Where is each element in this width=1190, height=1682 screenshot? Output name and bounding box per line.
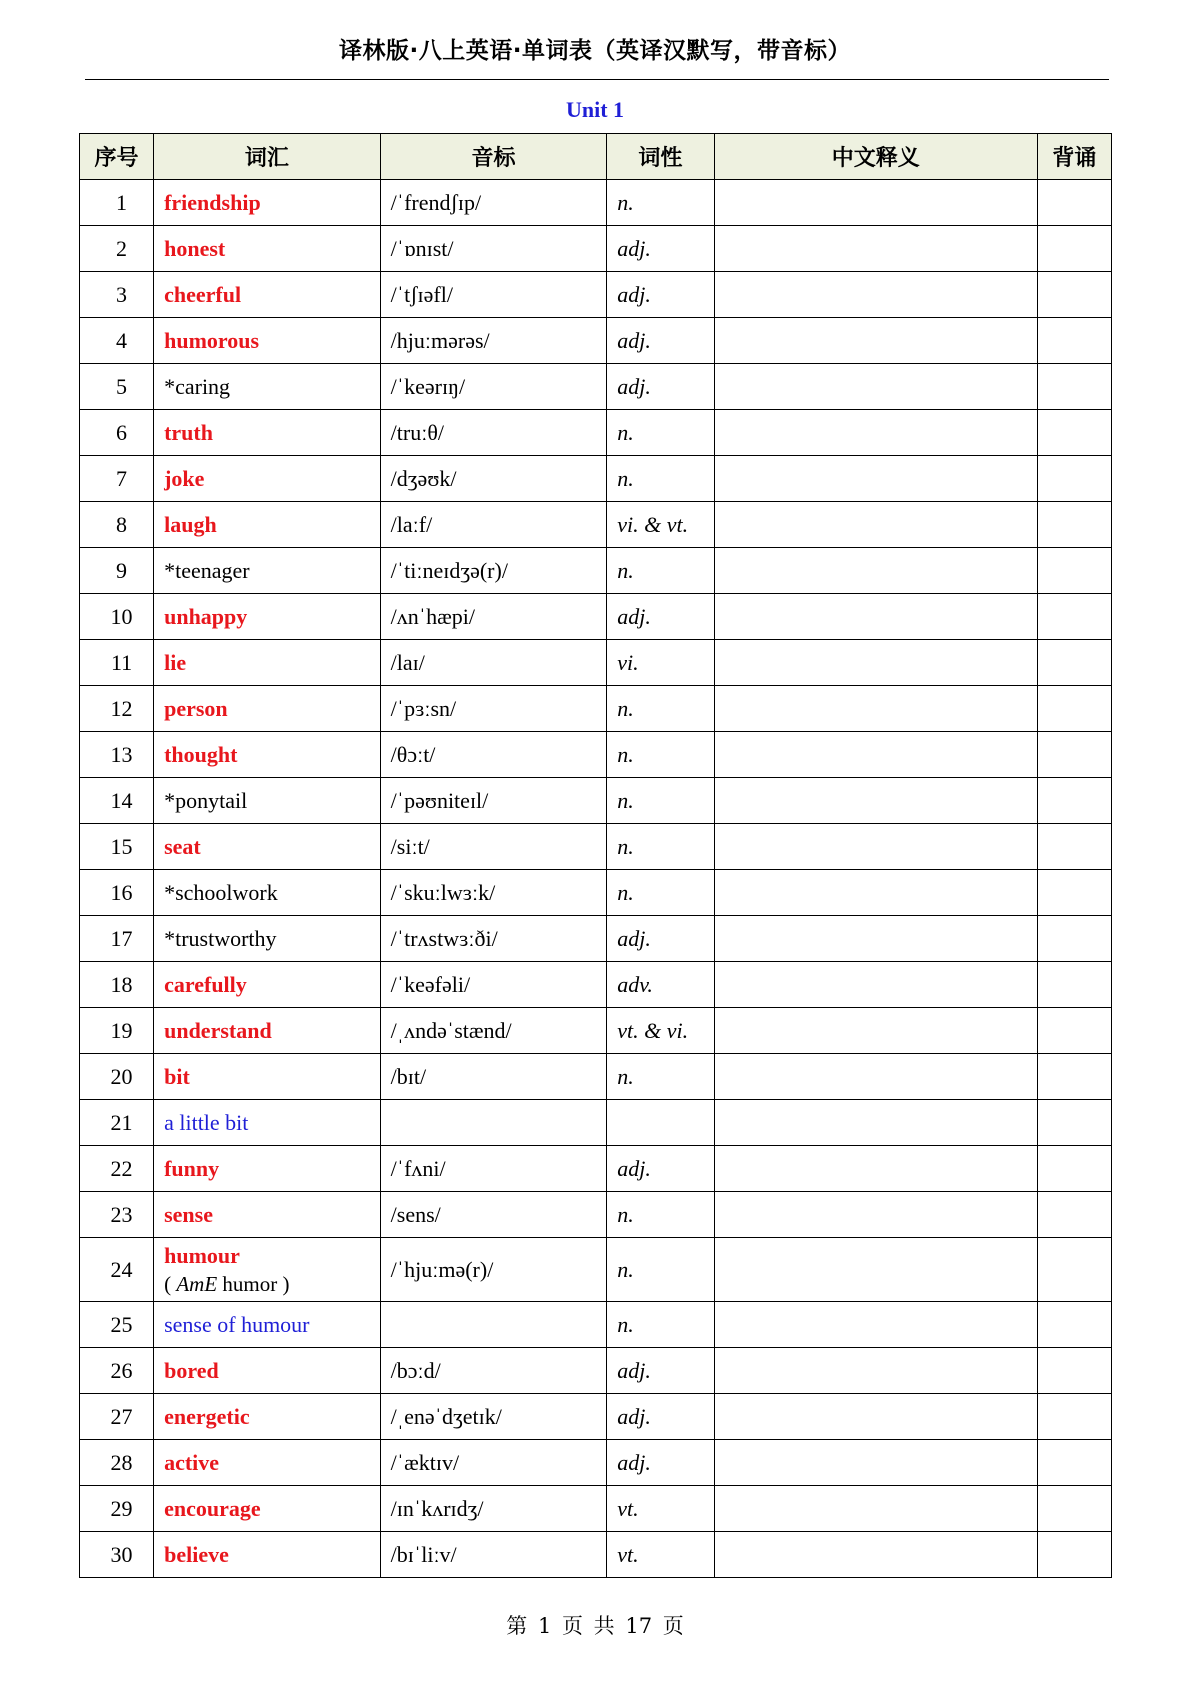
phonetic-transcription bbox=[380, 1100, 607, 1146]
table-row bbox=[80, 962, 1112, 1008]
row-number: 29 bbox=[80, 1486, 154, 1532]
row-number: 18 bbox=[80, 962, 154, 1008]
phonetic-transcription: /bɪˈliːv/ bbox=[380, 1532, 607, 1578]
chinese-meaning-blank[interactable] bbox=[714, 1348, 1037, 1394]
phonetic-transcription: /sens/ bbox=[380, 1192, 607, 1238]
part-of-speech: vi. bbox=[607, 640, 714, 686]
table-row bbox=[80, 1532, 1112, 1578]
chinese-meaning-blank[interactable] bbox=[714, 410, 1037, 456]
table-row bbox=[80, 870, 1112, 916]
recite-check-blank[interactable] bbox=[1037, 962, 1111, 1008]
part-of-speech: n. bbox=[607, 1054, 714, 1100]
row-number: 2 bbox=[80, 226, 154, 272]
part-of-speech: n. bbox=[607, 824, 714, 870]
recite-check-blank[interactable] bbox=[1037, 732, 1111, 778]
vocab-word: *teenager bbox=[154, 548, 381, 594]
chinese-meaning-blank[interactable] bbox=[714, 732, 1037, 778]
header-part-of-speech: 词性 bbox=[607, 134, 714, 180]
row-number: 22 bbox=[80, 1146, 154, 1192]
row-number: 20 bbox=[80, 1054, 154, 1100]
vocab-word: carefully bbox=[154, 962, 381, 1008]
phonetic-transcription: /ˈtrʌstwɜːði/ bbox=[380, 916, 607, 962]
part-of-speech: adj. bbox=[607, 364, 714, 410]
page-footer: 第 1 页 共 17 页 bbox=[506, 1614, 684, 1638]
header-word: 词汇 bbox=[154, 134, 381, 180]
part-of-speech: adj. bbox=[607, 272, 714, 318]
chinese-meaning-blank[interactable] bbox=[714, 916, 1037, 962]
vocab-word: person bbox=[154, 686, 381, 732]
table-row bbox=[80, 732, 1112, 778]
row-number: 16 bbox=[80, 870, 154, 916]
recite-check-blank[interactable] bbox=[1037, 1348, 1111, 1394]
row-number: 14 bbox=[80, 778, 154, 824]
vocab-word-text: humour bbox=[164, 1242, 240, 1268]
recite-check-blank[interactable] bbox=[1037, 410, 1111, 456]
part-of-speech: adv. bbox=[607, 962, 714, 1008]
phonetic-transcription: /ˈhjuːmə(r)/ bbox=[380, 1238, 607, 1302]
table-header-row bbox=[80, 134, 1112, 180]
row-number: 6 bbox=[80, 410, 154, 456]
row-number: 8 bbox=[80, 502, 154, 548]
chinese-meaning-blank[interactable] bbox=[714, 962, 1037, 1008]
chinese-meaning-blank[interactable] bbox=[714, 1532, 1037, 1578]
recite-check-blank[interactable] bbox=[1037, 686, 1111, 732]
vocab-word: seat bbox=[154, 824, 381, 870]
header-chinese-meaning: 中文释义 bbox=[714, 134, 1037, 180]
row-number: 30 bbox=[80, 1532, 154, 1578]
vocab-word: honest bbox=[154, 226, 381, 272]
vocab-word: cheerful bbox=[154, 272, 381, 318]
phonetic-transcription: /bɪt/ bbox=[380, 1054, 607, 1100]
table-row bbox=[80, 824, 1112, 870]
vocab-word: *ponytail bbox=[154, 778, 381, 824]
phonetic-transcription: /ˈɒnɪst/ bbox=[380, 226, 607, 272]
vocab-word: humorous bbox=[154, 318, 381, 364]
part-of-speech: adj. bbox=[607, 1146, 714, 1192]
part-of-speech: adj. bbox=[607, 594, 714, 640]
table-row bbox=[80, 1238, 1112, 1302]
chinese-meaning-blank[interactable] bbox=[714, 778, 1037, 824]
chinese-meaning-blank[interactable] bbox=[714, 640, 1037, 686]
row-number: 19 bbox=[80, 1008, 154, 1054]
vocab-word: bored bbox=[154, 1348, 381, 1394]
vocab-word: unhappy bbox=[154, 594, 381, 640]
phonetic-transcription: /hjuːmərəs/ bbox=[380, 318, 607, 364]
phonetic-transcription: /bɔːd/ bbox=[380, 1348, 607, 1394]
vocab-word: bit bbox=[154, 1054, 381, 1100]
american-spelling-open: ( bbox=[164, 1271, 177, 1296]
table-row bbox=[80, 1146, 1112, 1192]
recite-check-blank[interactable] bbox=[1037, 548, 1111, 594]
row-number: 12 bbox=[80, 686, 154, 732]
recite-check-blank[interactable] bbox=[1037, 1486, 1111, 1532]
part-of-speech: adj. bbox=[607, 916, 714, 962]
row-number: 3 bbox=[80, 272, 154, 318]
row-number: 17 bbox=[80, 916, 154, 962]
table-row bbox=[80, 502, 1112, 548]
part-of-speech: n. bbox=[607, 456, 714, 502]
recite-check-blank[interactable] bbox=[1037, 870, 1111, 916]
american-spelling-tag: AmE bbox=[176, 1271, 218, 1296]
row-number: 4 bbox=[80, 318, 154, 364]
table-row bbox=[80, 226, 1112, 272]
recite-check-blank[interactable] bbox=[1037, 180, 1111, 226]
vocab-word: laugh bbox=[154, 502, 381, 548]
part-of-speech: adj. bbox=[607, 1348, 714, 1394]
table-row bbox=[80, 916, 1112, 962]
row-number: 25 bbox=[80, 1302, 154, 1348]
table-row bbox=[80, 686, 1112, 732]
chinese-meaning-blank[interactable] bbox=[714, 1440, 1037, 1486]
recite-check-blank[interactable] bbox=[1037, 318, 1111, 364]
vocab-word: truth bbox=[154, 410, 381, 456]
table-row bbox=[80, 456, 1112, 502]
phonetic-transcription: /ˈpɜːsn/ bbox=[380, 686, 607, 732]
recite-check-blank[interactable] bbox=[1037, 1146, 1111, 1192]
part-of-speech: vt. bbox=[607, 1486, 714, 1532]
phonetic-transcription: /ˌenəˈdʒetɪk/ bbox=[380, 1394, 607, 1440]
chinese-meaning-blank[interactable] bbox=[714, 1238, 1037, 1302]
table-row bbox=[80, 778, 1112, 824]
recite-check-blank[interactable] bbox=[1037, 1532, 1111, 1578]
chinese-meaning-blank[interactable] bbox=[714, 1008, 1037, 1054]
table-row bbox=[80, 410, 1112, 456]
phonetic-transcription: /ˌʌndəˈstænd/ bbox=[380, 1008, 607, 1054]
vocab-word: funny bbox=[154, 1146, 381, 1192]
phonetic-transcription: /ˈfʌni/ bbox=[380, 1146, 607, 1192]
part-of-speech: adj. bbox=[607, 1394, 714, 1440]
table-row bbox=[80, 1302, 1112, 1348]
chinese-meaning-blank[interactable] bbox=[714, 272, 1037, 318]
phonetic-transcription: /θɔːt/ bbox=[380, 732, 607, 778]
row-number: 5 bbox=[80, 364, 154, 410]
row-number: 24 bbox=[80, 1238, 154, 1302]
header-divider bbox=[85, 79, 1109, 80]
phonetic-transcription bbox=[380, 1302, 607, 1348]
vocab-word: lie bbox=[154, 640, 381, 686]
row-number: 28 bbox=[80, 1440, 154, 1486]
phonetic-transcription: /laːf/ bbox=[380, 502, 607, 548]
row-number: 27 bbox=[80, 1394, 154, 1440]
phonetic-transcription: /truːθ/ bbox=[380, 410, 607, 456]
part-of-speech: n. bbox=[607, 548, 714, 594]
page-title: 译林版·八上英语·单词表（英译汉默写，带音标） bbox=[339, 38, 851, 64]
chinese-meaning-blank[interactable] bbox=[714, 226, 1037, 272]
table-row bbox=[80, 1008, 1112, 1054]
row-number: 9 bbox=[80, 548, 154, 594]
vocabulary-table bbox=[79, 133, 1112, 1578]
chinese-meaning-blank[interactable] bbox=[714, 1146, 1037, 1192]
row-number: 21 bbox=[80, 1100, 154, 1146]
row-number: 7 bbox=[80, 456, 154, 502]
phonetic-transcription: /laɪ/ bbox=[380, 640, 607, 686]
vocab-word: friendship bbox=[154, 180, 381, 226]
unit-heading: Unit 1 bbox=[565, 97, 625, 122]
row-number: 26 bbox=[80, 1348, 154, 1394]
chinese-meaning-blank[interactable] bbox=[714, 1302, 1037, 1348]
part-of-speech: n. bbox=[607, 1302, 714, 1348]
phonetic-transcription: /ˈkeəfəli/ bbox=[380, 962, 607, 1008]
part-of-speech: n. bbox=[607, 410, 714, 456]
vocab-word: sense of humour bbox=[154, 1302, 381, 1348]
part-of-speech: n. bbox=[607, 1238, 714, 1302]
phonetic-transcription: /dʒəʊk/ bbox=[380, 456, 607, 502]
recite-check-blank[interactable] bbox=[1037, 1440, 1111, 1486]
part-of-speech: n. bbox=[607, 870, 714, 916]
part-of-speech: vt. bbox=[607, 1532, 714, 1578]
recite-check-blank[interactable] bbox=[1037, 1008, 1111, 1054]
phonetic-transcription: /ˈkeərɪŋ/ bbox=[380, 364, 607, 410]
table-row bbox=[80, 272, 1112, 318]
table-body bbox=[80, 180, 1112, 1578]
row-number: 13 bbox=[80, 732, 154, 778]
recite-check-blank[interactable] bbox=[1037, 456, 1111, 502]
vocab-word: believe bbox=[154, 1532, 381, 1578]
phonetic-transcription: /ɪnˈkʌrɪdʒ/ bbox=[380, 1486, 607, 1532]
part-of-speech: adj. bbox=[607, 1440, 714, 1486]
row-number: 1 bbox=[80, 180, 154, 226]
recite-check-blank[interactable] bbox=[1037, 1192, 1111, 1238]
table-row bbox=[80, 364, 1112, 410]
row-number: 11 bbox=[80, 640, 154, 686]
recite-check-blank[interactable] bbox=[1037, 364, 1111, 410]
part-of-speech: adj. bbox=[607, 226, 714, 272]
part-of-speech: adj. bbox=[607, 318, 714, 364]
row-number: 23 bbox=[80, 1192, 154, 1238]
table-row bbox=[80, 318, 1112, 364]
part-of-speech bbox=[607, 1100, 714, 1146]
table-row bbox=[80, 594, 1112, 640]
recite-check-blank[interactable] bbox=[1037, 272, 1111, 318]
chinese-meaning-blank[interactable] bbox=[714, 1192, 1037, 1238]
american-spelling bbox=[164, 1270, 380, 1298]
table-row bbox=[80, 1100, 1112, 1146]
table-row bbox=[80, 1192, 1112, 1238]
chinese-meaning-blank[interactable] bbox=[714, 1394, 1037, 1440]
recite-check-blank[interactable] bbox=[1037, 226, 1111, 272]
phonetic-transcription: /ˈtiːneɪdʒə(r)/ bbox=[380, 548, 607, 594]
phonetic-transcription: /ʌnˈhæpi/ bbox=[380, 594, 607, 640]
vocab-word: a little bit bbox=[154, 1100, 381, 1146]
table-row bbox=[80, 1486, 1112, 1532]
vocab-word: *caring bbox=[154, 364, 381, 410]
chinese-meaning-blank[interactable] bbox=[714, 318, 1037, 364]
recite-check-blank[interactable] bbox=[1037, 1302, 1111, 1348]
header-phonetic: 音标 bbox=[380, 134, 607, 180]
vocab-word: joke bbox=[154, 456, 381, 502]
part-of-speech: n. bbox=[607, 1192, 714, 1238]
vocab-word: energetic bbox=[154, 1394, 381, 1440]
table-row bbox=[80, 1054, 1112, 1100]
table-row bbox=[80, 1440, 1112, 1486]
chinese-meaning-blank[interactable] bbox=[714, 1054, 1037, 1100]
chinese-meaning-blank[interactable] bbox=[714, 502, 1037, 548]
recite-check-blank[interactable] bbox=[1037, 594, 1111, 640]
recite-check-blank[interactable] bbox=[1037, 502, 1111, 548]
phonetic-transcription: /ˈpəʊniteɪl/ bbox=[380, 778, 607, 824]
part-of-speech: vi. & vt. bbox=[607, 502, 714, 548]
recite-check-blank[interactable] bbox=[1037, 778, 1111, 824]
vocab-word: *schoolwork bbox=[154, 870, 381, 916]
vocab-word: encourage bbox=[154, 1486, 381, 1532]
row-number: 15 bbox=[80, 824, 154, 870]
row-number: 10 bbox=[80, 594, 154, 640]
vocab-word: thought bbox=[154, 732, 381, 778]
vocab-word: active bbox=[154, 1440, 381, 1486]
table-row bbox=[80, 1348, 1112, 1394]
recite-check-blank[interactable] bbox=[1037, 824, 1111, 870]
vocab-word bbox=[154, 1238, 381, 1302]
header-number: 序号 bbox=[80, 134, 154, 180]
table-row bbox=[80, 548, 1112, 594]
vocab-word: sense bbox=[154, 1192, 381, 1238]
chinese-meaning-blank[interactable] bbox=[714, 1486, 1037, 1532]
chinese-meaning-blank[interactable] bbox=[714, 870, 1037, 916]
recite-check-blank[interactable] bbox=[1037, 1100, 1111, 1146]
chinese-meaning-blank[interactable] bbox=[714, 1100, 1037, 1146]
part-of-speech: n. bbox=[607, 686, 714, 732]
phonetic-transcription: /ˈfrendʃɪp/ bbox=[380, 180, 607, 226]
vocab-word: understand bbox=[154, 1008, 381, 1054]
american-spelling-word: humor ) bbox=[217, 1271, 290, 1296]
chinese-meaning-blank[interactable] bbox=[714, 548, 1037, 594]
part-of-speech: n. bbox=[607, 778, 714, 824]
chinese-meaning-blank[interactable] bbox=[714, 824, 1037, 870]
phonetic-transcription: /siːt/ bbox=[380, 824, 607, 870]
recite-check-blank[interactable] bbox=[1037, 1054, 1111, 1100]
table-row bbox=[80, 1394, 1112, 1440]
phonetic-transcription: /ˈskuːlwɜːk/ bbox=[380, 870, 607, 916]
recite-check-blank[interactable] bbox=[1037, 1238, 1111, 1302]
chinese-meaning-blank[interactable] bbox=[714, 456, 1037, 502]
phonetic-transcription: /ˈæktɪv/ bbox=[380, 1440, 607, 1486]
chinese-meaning-blank[interactable] bbox=[714, 594, 1037, 640]
part-of-speech: n. bbox=[607, 180, 714, 226]
recite-check-blank[interactable] bbox=[1037, 916, 1111, 962]
part-of-speech: n. bbox=[607, 732, 714, 778]
part-of-speech: vt. & vi. bbox=[607, 1008, 714, 1054]
recite-check-blank[interactable] bbox=[1037, 640, 1111, 686]
table-row bbox=[80, 180, 1112, 226]
phonetic-transcription: /ˈtʃɪəfl/ bbox=[380, 272, 607, 318]
recite-check-blank[interactable] bbox=[1037, 1394, 1111, 1440]
header-recite: 背诵 bbox=[1037, 134, 1111, 180]
chinese-meaning-blank[interactable] bbox=[714, 686, 1037, 732]
vocab-word: *trustworthy bbox=[154, 916, 381, 962]
chinese-meaning-blank[interactable] bbox=[714, 180, 1037, 226]
chinese-meaning-blank[interactable] bbox=[714, 364, 1037, 410]
table-row bbox=[80, 640, 1112, 686]
